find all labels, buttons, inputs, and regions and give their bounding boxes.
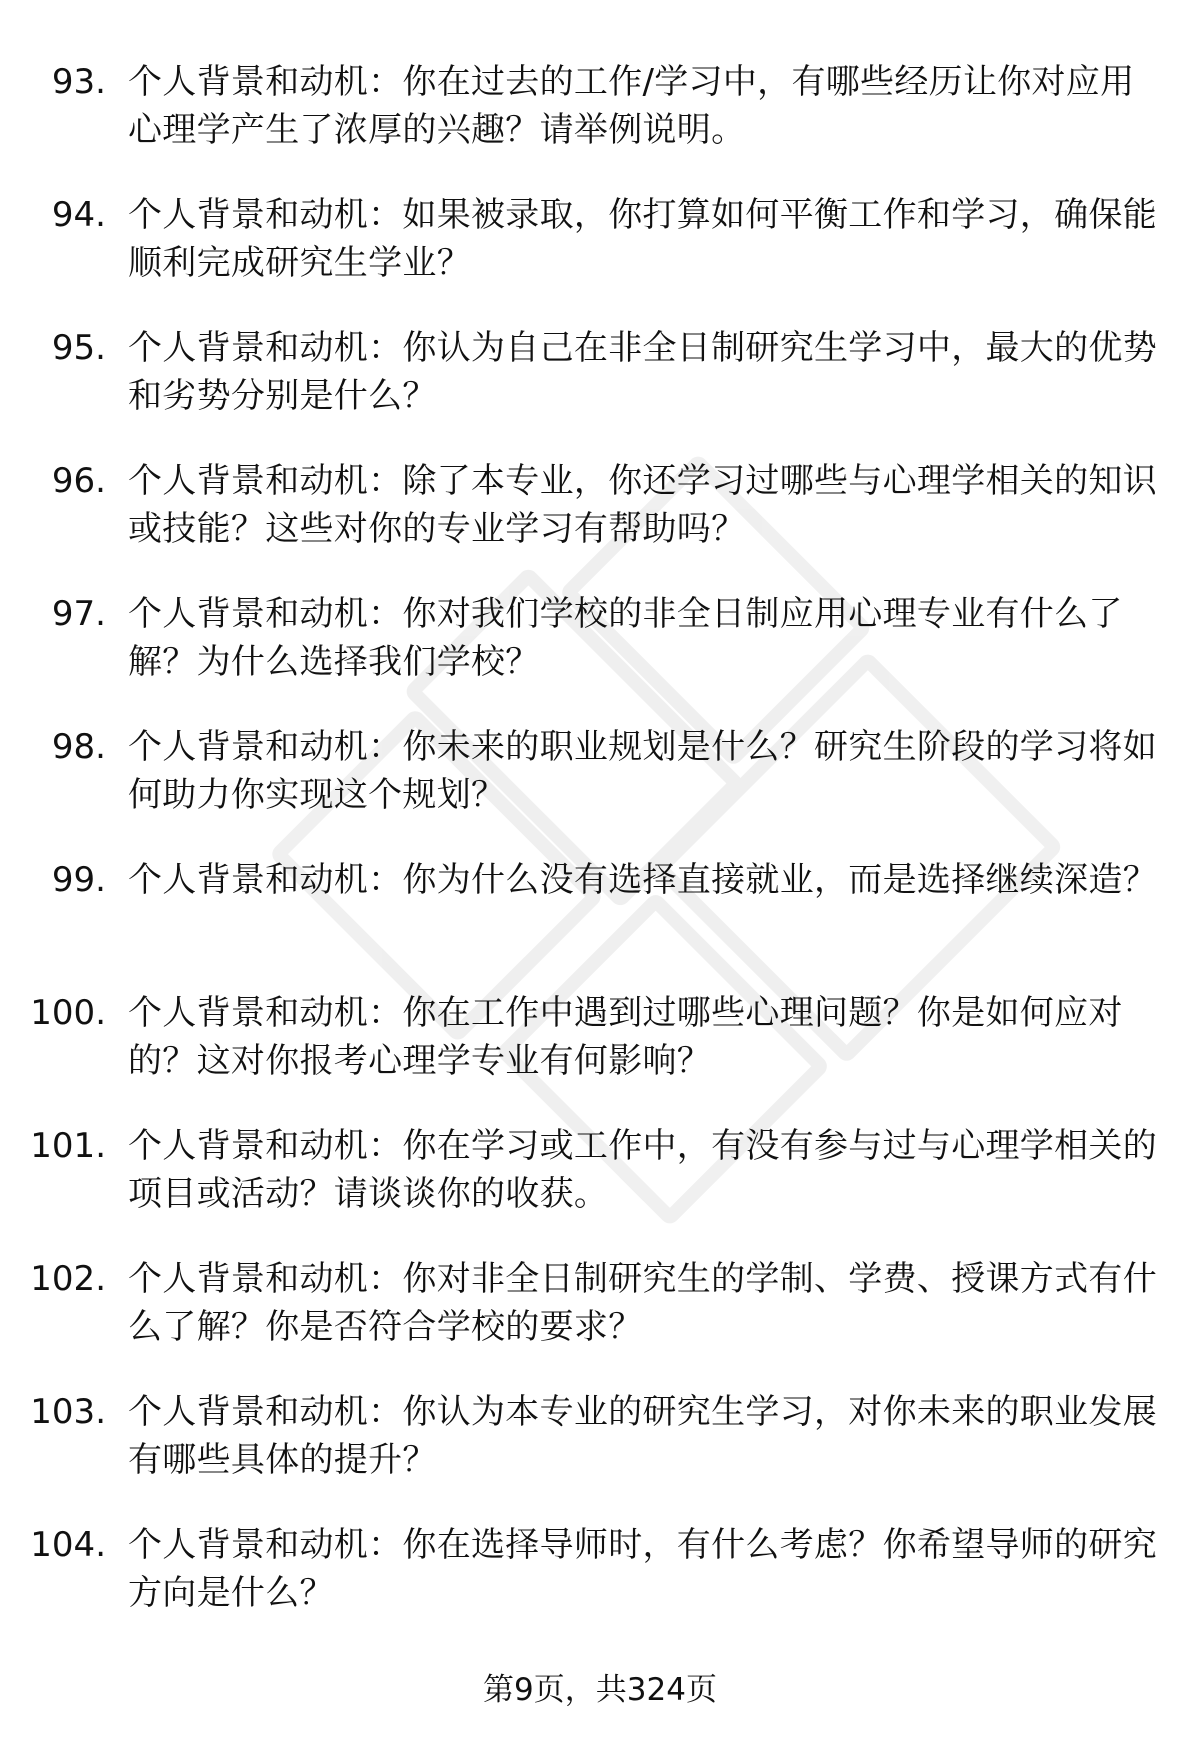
page-footer: 第9页，共324页: [483, 1672, 717, 1708]
question-text: 个人背景和动机：你对非全日制研究生的学制、学费、授课方式有什么了解？你是否符合学校的要求？: [128, 1259, 1157, 1347]
question-text: 个人背景和动机：你在过去的工作/学习中，有哪些经历让你对应用心理学产生了浓厚的兴趣？请举例说明。: [128, 62, 1135, 150]
question-number: 97.: [51, 594, 106, 634]
question-text: 个人背景和动机：除了本专业，你还学习过哪些与心理学相关的知识或技能？这些对你的专业学习有帮助吗？: [128, 461, 1157, 549]
question-number: 93.: [51, 62, 106, 102]
list-item: [0, 324, 1200, 457]
list-item: [0, 1122, 1200, 1255]
question-text: 个人背景和动机：你对我们学校的非全日制应用心理专业有什么了解？为什么选择我们学校？: [128, 594, 1123, 682]
question-number: 101.: [30, 1126, 106, 1166]
list-item: [0, 723, 1200, 856]
question-number: 95.: [51, 328, 106, 368]
question-text: 个人背景和动机：你认为自己在非全日制研究生学习中，最大的优势和劣势分别是什么？: [128, 328, 1157, 416]
question-text: 个人背景和动机：你在学习或工作中，有没有参与过与心理学相关的项目或活动？请谈谈你的收获。: [128, 1126, 1157, 1214]
question-text: 个人背景和动机：你在选择导师时，有什么考虑？你希望导师的研究方向是什么？: [128, 1525, 1157, 1613]
list-item: [0, 58, 1200, 191]
list-item: [0, 1388, 1200, 1521]
question-number: 99.: [51, 860, 106, 900]
list-item: [0, 856, 1200, 989]
question-number: 100.: [30, 993, 106, 1033]
question-number: 98.: [51, 727, 106, 767]
list-item: [0, 1255, 1200, 1388]
question-text: 个人背景和动机：你未来的职业规划是什么？研究生阶段的学习将如何助力你实现这个规划？: [128, 727, 1157, 815]
question-text: 个人背景和动机：你为什么没有选择直接就业，而是选择继续深造？: [128, 860, 1157, 900]
question-number: 94.: [51, 195, 106, 235]
question-number: 96.: [51, 461, 106, 501]
list-item: [0, 590, 1200, 723]
question-text: 个人背景和动机：你认为本专业的研究生学习，对你未来的职业发展有哪些具体的提升？: [128, 1392, 1157, 1480]
question-number: 103.: [30, 1392, 106, 1432]
list-item: [0, 191, 1200, 324]
list-item: [0, 1521, 1200, 1654]
question-text: 个人背景和动机：你在工作中遇到过哪些心理问题？你是如何应对的？这对你报考心理学专业有何影响？: [128, 993, 1123, 1081]
list-item: [0, 989, 1200, 1122]
list-item: [0, 457, 1200, 590]
question-number: 102.: [30, 1259, 106, 1299]
question-list: [0, 58, 1200, 1654]
question-text: 个人背景和动机：如果被录取，你打算如何平衡工作和学习，确保能顺利完成研究生学业？: [128, 195, 1157, 283]
question-number: 104.: [30, 1525, 106, 1565]
